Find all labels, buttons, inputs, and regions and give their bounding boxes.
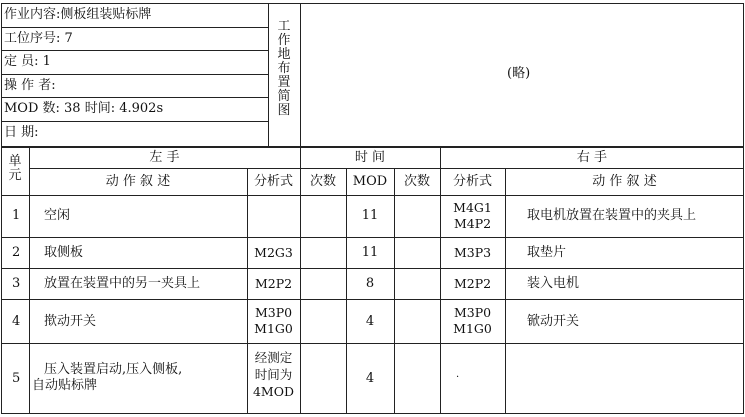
right-formula-line: M4P2 — [453, 216, 492, 231]
divider — [1, 343, 744, 344]
left-action: 空闲 — [44, 208, 71, 223]
right-formula — [440, 305, 505, 337]
dot-mark: · — [456, 372, 460, 383]
right-action: 锨动开关 — [527, 314, 580, 329]
left-formula-line: 经测定 — [254, 350, 293, 365]
left-formula-header: 分析式 — [253, 174, 293, 189]
left-formula-line: M1G0 — [254, 321, 293, 336]
header-block — [1, 3, 744, 147]
right-formula — [440, 200, 505, 232]
divider — [1, 27, 268, 28]
divider — [1, 268, 744, 269]
right-formula-line: M3P0 — [453, 305, 492, 320]
left-hand-header: 左 手 — [149, 150, 180, 165]
divider — [1, 74, 268, 75]
left-formula — [247, 305, 300, 337]
divider — [394, 168, 395, 414]
staff-count: 定 员: 1 — [4, 54, 51, 69]
right-formula-line: M1G0 — [453, 321, 492, 336]
divider — [505, 168, 506, 414]
unit-number: 3 — [12, 276, 21, 291]
right-desc-header: 动 作 叙 述 — [592, 174, 657, 189]
mod-value: 11 — [361, 208, 379, 223]
mod-value: 4 — [365, 314, 375, 329]
unit-number: 4 — [12, 314, 21, 329]
left-count-header: 次数 — [309, 174, 336, 189]
divider — [1, 97, 268, 98]
mod-time: MOD 数: 38 时间: 4.902s — [4, 101, 164, 116]
station-number: 工位序号: 7 — [4, 31, 73, 46]
divider — [1, 299, 744, 300]
divider — [268, 3, 269, 147]
left-action-line: 自动贴标牌 — [32, 378, 98, 393]
divider — [1, 237, 744, 238]
right-formula: M3P3 — [453, 245, 492, 260]
time-header: 时 间 — [354, 150, 386, 165]
divider — [1, 121, 268, 122]
left-action: 放置在装置中的另一夹具上 — [44, 276, 201, 291]
layout-note: (略) — [507, 66, 531, 81]
right-formula-line: M4G1 — [453, 200, 492, 215]
right-hand-header: 右 手 — [576, 150, 608, 165]
divider — [1, 195, 744, 196]
left-action — [29, 362, 247, 394]
left-formula — [247, 349, 300, 400]
unit-number: 5 — [12, 371, 21, 386]
right-action: 取垫片 — [527, 245, 567, 260]
mod-value: 4 — [365, 371, 375, 386]
mod-value: 11 — [361, 245, 379, 260]
right-action: 装入电机 — [527, 276, 580, 291]
right-action: 取电机放置在装置中的夹具上 — [527, 208, 697, 223]
operator: 操 作 者: — [4, 78, 56, 93]
unit-number: 1 — [12, 208, 21, 223]
right-formula: M2P2 — [453, 276, 492, 291]
left-formula-line: 时间为 — [254, 367, 293, 382]
mod-value: 8 — [365, 276, 375, 291]
layout-label: 工 作 地 布 置 简 图 — [277, 19, 291, 118]
left-action: 揿动开关 — [44, 314, 97, 329]
date: 日 期: — [4, 125, 39, 140]
left-formula: M2P2 — [254, 276, 293, 291]
left-formula: M2G3 — [254, 245, 293, 260]
divider — [300, 3, 301, 147]
mod-header: MOD — [352, 174, 388, 189]
unit-number: 2 — [12, 245, 21, 260]
divider — [1, 50, 268, 51]
right-count-header: 次数 — [403, 174, 430, 189]
left-formula-line: 4MOD — [252, 384, 295, 399]
unit-header: 单 元 — [8, 154, 22, 183]
work-content: 作业内容:侧板组装贴标牌 — [4, 7, 152, 22]
right-formula-header: 分析式 — [452, 174, 492, 189]
left-action-line: 压入装置启动,压入侧板, — [44, 362, 183, 377]
divider — [29, 168, 744, 169]
left-desc-header: 动 作 叙 述 — [105, 174, 171, 189]
left-action: 取侧板 — [44, 245, 84, 260]
left-formula-line: M3P0 — [254, 305, 293, 320]
